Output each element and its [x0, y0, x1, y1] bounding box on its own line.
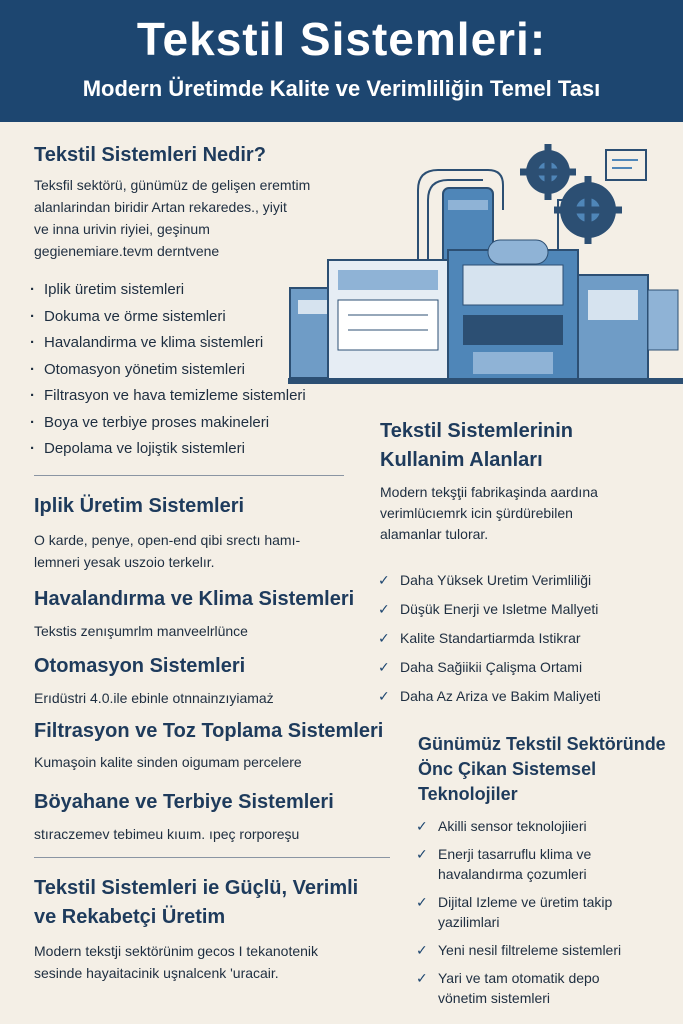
closing-heading [34, 874, 358, 932]
section-line: lemneri yesak uszoio terkelır. [34, 554, 215, 570]
list-item-label: havalandırma çozumleri [438, 866, 587, 882]
closing-line: sesinde hayaitacinik uşnalcenk 'uracair. [34, 965, 279, 981]
list-item [416, 940, 621, 960]
bullet-icon: · [30, 307, 35, 325]
intro-line: ve inna urivin riyiei, geşinum [34, 221, 210, 237]
technologies-heading-line: Günümüz Tekstil Sektöründe [418, 734, 666, 754]
intro-text [34, 174, 310, 262]
list-item-label: Daha Yüksek Uretim Verimliliği [400, 572, 592, 588]
list-item-label: Boya ve terbiye proses makineleri [44, 413, 270, 431]
list-item [378, 682, 601, 711]
section-text [34, 687, 274, 709]
list-item-label: Daha Sağiikii Çalişma Ortami [400, 659, 583, 675]
closing-line: Modern tekstji sektörünim gecos I tekanotenik [34, 943, 319, 959]
list-item-label: Akilli sensor teknolojiieri [438, 818, 587, 834]
section-text [34, 620, 248, 642]
usage-text [380, 482, 598, 545]
section-line: Tekstis zenışumrlm manveelrlünce [34, 623, 248, 639]
list-item-label: Dijital Izleme ve üretim takip [438, 894, 613, 910]
section-heading: Havalandırma ve Klima Sistemleri [34, 588, 355, 610]
list-item [30, 357, 306, 384]
section-line: O karde, penye, open-end qibi srectı hamı- [34, 532, 301, 548]
usage-line: Modern tekşţii fabrikaşinda aardına [380, 484, 598, 500]
divider [34, 857, 390, 858]
list-item [378, 595, 601, 624]
bullet-icon: · [30, 387, 35, 404]
list-item-label: Kalite Standartiarmda Istikrar [400, 630, 581, 646]
bullet-icon: · [30, 360, 35, 378]
section-text [34, 823, 299, 845]
list-item [416, 968, 621, 1008]
list-item [416, 816, 621, 836]
usage-heading-line: Kullanim Alanları [380, 449, 543, 471]
usage-benefit-list [378, 566, 601, 711]
list-item [30, 383, 306, 410]
list-item-label: Dokuma ve örme sistemleri [44, 307, 226, 325]
list-item [30, 330, 306, 357]
section-heading: Otomasyon Sistemleri [34, 655, 246, 677]
divider [34, 475, 344, 476]
bullet-icon: · [30, 413, 35, 431]
checkmark-icon: ✓ [416, 818, 428, 834]
section-text [34, 751, 302, 773]
list-item [378, 566, 601, 595]
list-item-label: Daha Az Ariza ve Bakim Maliyeti [400, 688, 601, 704]
intro-line: gegienemiare.tevm derntvene [34, 243, 220, 259]
intro-heading: Tekstil Sistemleri Nedir? [34, 144, 266, 166]
list-item-label: Yeni nesil filtreleme sistemleri [438, 942, 622, 958]
section-heading: Böyahane ve Terbiye Sistemleri [34, 791, 334, 813]
list-item [378, 624, 601, 653]
textile-machinery-illustration [288, 140, 683, 402]
list-item-label: Enerji tasarruflu klima ve [438, 846, 592, 862]
checkmark-icon: ✓ [378, 630, 390, 646]
checkmark-icon: ✓ [378, 659, 390, 675]
list-item [30, 436, 306, 463]
usage-heading [380, 417, 573, 475]
section-heading: Iplik Üretim Sistemleri [34, 495, 245, 517]
technologies-heading [418, 732, 666, 807]
bullet-icon: · [30, 334, 35, 351]
closing-heading-line: ve Rekabetçi Üretim [34, 906, 226, 928]
checkmark-icon: ✓ [378, 688, 390, 704]
checkmark-icon: ✓ [416, 970, 428, 986]
intro-bullet-list [30, 277, 306, 463]
list-item [378, 653, 601, 682]
section-heading: Filtrasyon ve Toz Toplama Sistemleri [34, 720, 384, 742]
technologies-heading-line: Teknolojiler [418, 784, 518, 804]
list-item-label: Filtrasyon ve hava temizleme sistemleri [44, 387, 306, 404]
header-banner [0, 0, 683, 122]
closing-heading-line: Tekstil Sistemleri ie Güçlü, Verimli [34, 877, 359, 899]
list-item [416, 892, 621, 932]
list-item [416, 844, 621, 884]
checkmark-icon: ✓ [416, 846, 428, 862]
technologies-list [416, 816, 621, 1008]
usage-line: alamanlar tulorar. [380, 526, 489, 542]
list-item-label: Depolama ve lojiştik sistemleri [44, 440, 245, 457]
checkmark-icon: ✓ [416, 942, 428, 958]
list-item-label: vönetim sistemleri [438, 990, 551, 1006]
section-line: stıraczemev tebimeu kıuım. ıpeç rorporeşu [34, 826, 300, 842]
page-subtitle: Modern Üretimde Kalite ve Verimliliğin Temel Tası [82, 76, 601, 101]
usage-line: verimlücıemrk icin şürdürebilen [380, 505, 573, 521]
list-item [30, 410, 306, 437]
bullet-icon: · [30, 281, 35, 298]
list-item-label: Havalandirma ve klima sistemleri [44, 334, 264, 351]
section-line: Erıdüstri 4.0.ile ebinle otnnainzıyiamaż [34, 690, 274, 706]
list-item-label: Otomasyon yönetim sistemleri [44, 360, 245, 378]
list-item-label: yazilimlari [438, 914, 500, 930]
page-title: Tekstil Sistemleri: [136, 13, 547, 65]
intro-line: alanlarindan biridir Artan rekaredes., yiyit [34, 199, 287, 215]
bullet-icon: · [30, 440, 35, 457]
list-item [30, 277, 306, 304]
checkmark-icon: ✓ [378, 572, 390, 588]
list-item-label: Düşük Enerji ve Isletme Mallyeti [400, 601, 599, 617]
section-line: Kumaşoin kalite sinden oigumam percelere [34, 754, 302, 770]
technologies-heading-line: Önc Çikan Sistemsel [418, 759, 597, 779]
list-item-label: Iplik üretim sistemleri [44, 281, 185, 298]
usage-heading-line: Tekstil Sistemlerinin [380, 420, 574, 442]
closing-text [34, 940, 318, 984]
list-item-label: Yari ve tam otomatik depo [438, 970, 600, 986]
checkmark-icon: ✓ [378, 601, 390, 617]
checkmark-icon: ✓ [416, 894, 428, 910]
intro-line: Teksfil sektörü, günümüz de gelişen eremtim [34, 177, 311, 193]
list-item [30, 304, 306, 331]
section-text [34, 529, 300, 573]
